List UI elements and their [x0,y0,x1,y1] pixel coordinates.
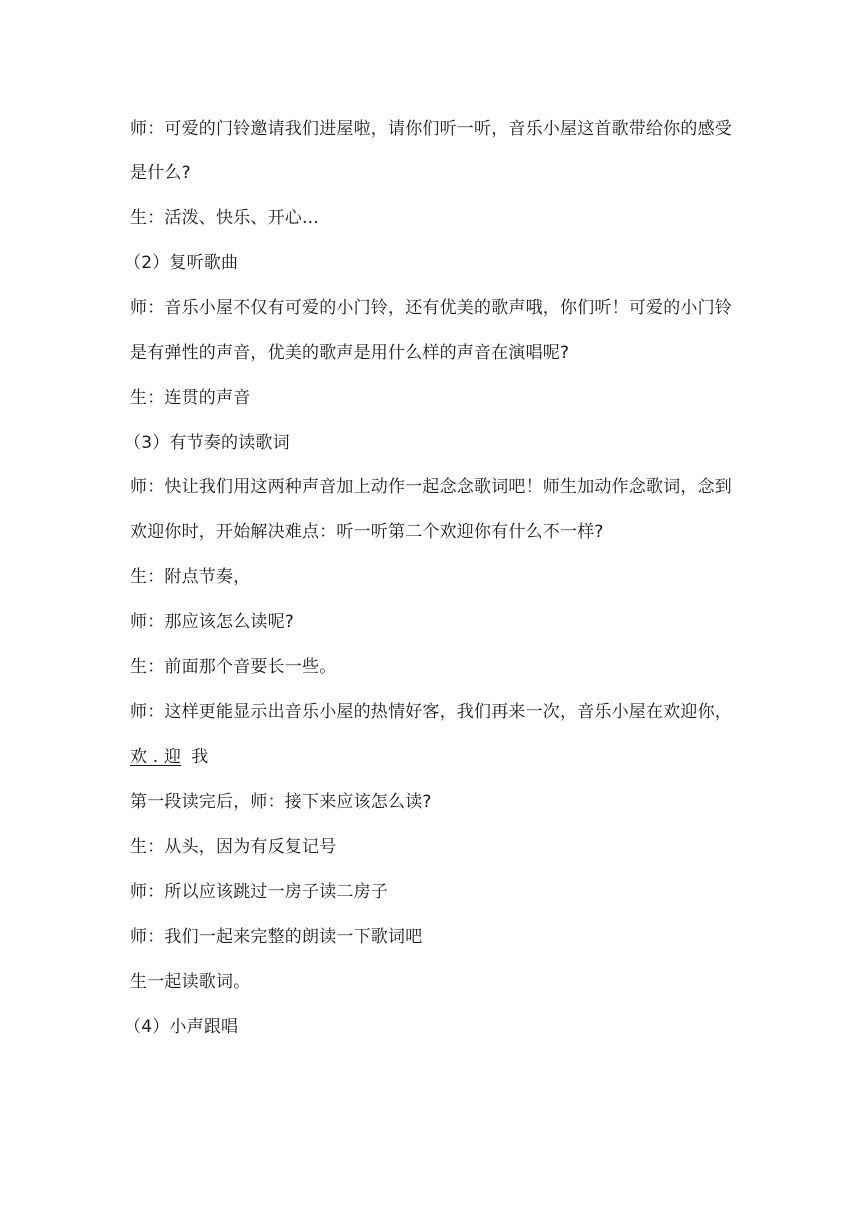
text-line: 生：附点节奏， [130,567,251,587]
text-line: 师：那应该怎么读呢? [130,612,295,632]
text-line: 生一起读歌词。 [130,972,251,992]
text-line: 生：从头，因为有反复记号 [130,837,337,857]
rhythm-line [130,745,208,769]
rhythm-underlined: 欢 . 迎 [130,747,182,767]
text-line: 师：快让我们用这两种声音加上动作一起念念歌词吧！师生加动作念歌词，念到 [130,477,732,497]
text-line: 生：活泼、快乐、开心... [130,208,319,228]
text-line: 师：我们一起来完整的朗读一下歌词吧 [130,927,423,947]
text-line: 师：这样更能显示出音乐小屋的热情好客，我们再来一次，音乐小屋在欢迎你， [130,702,732,722]
section-heading: （3）有节奏的读歌词 [124,433,290,453]
text-line: 是有弹性的声音，优美的歌声是用什么样的声音在演唱呢? [130,343,570,363]
text-line: 师：所以应该跳过一房子读二房子 [130,882,388,902]
text-line: 生：连贯的声音 [130,388,251,408]
rhythm-rest: 我 [191,747,209,767]
text-line: 是什么? [130,163,191,183]
text-line: 第一段读完后，师：接下来应该怎么读? [130,792,432,812]
text-line: 师：可爱的门铃邀请我们进屋啦，请你们听一听，音乐小屋这首歌带给你的感受 [130,119,732,139]
text-line: 欢迎你时，开始解决难点：听一听第二个欢迎你有什么不一样? [130,522,604,542]
section-heading: （4）小声跟唱 [124,1017,239,1037]
section-heading: （2）复听歌曲 [124,253,239,273]
text-line: 师：音乐小屋不仅有可爱的小门铃，还有优美的歌声哦，你们听！可爱的小门铃 [130,298,732,318]
text-line: 生：前面那个音要长一些。 [130,657,337,677]
